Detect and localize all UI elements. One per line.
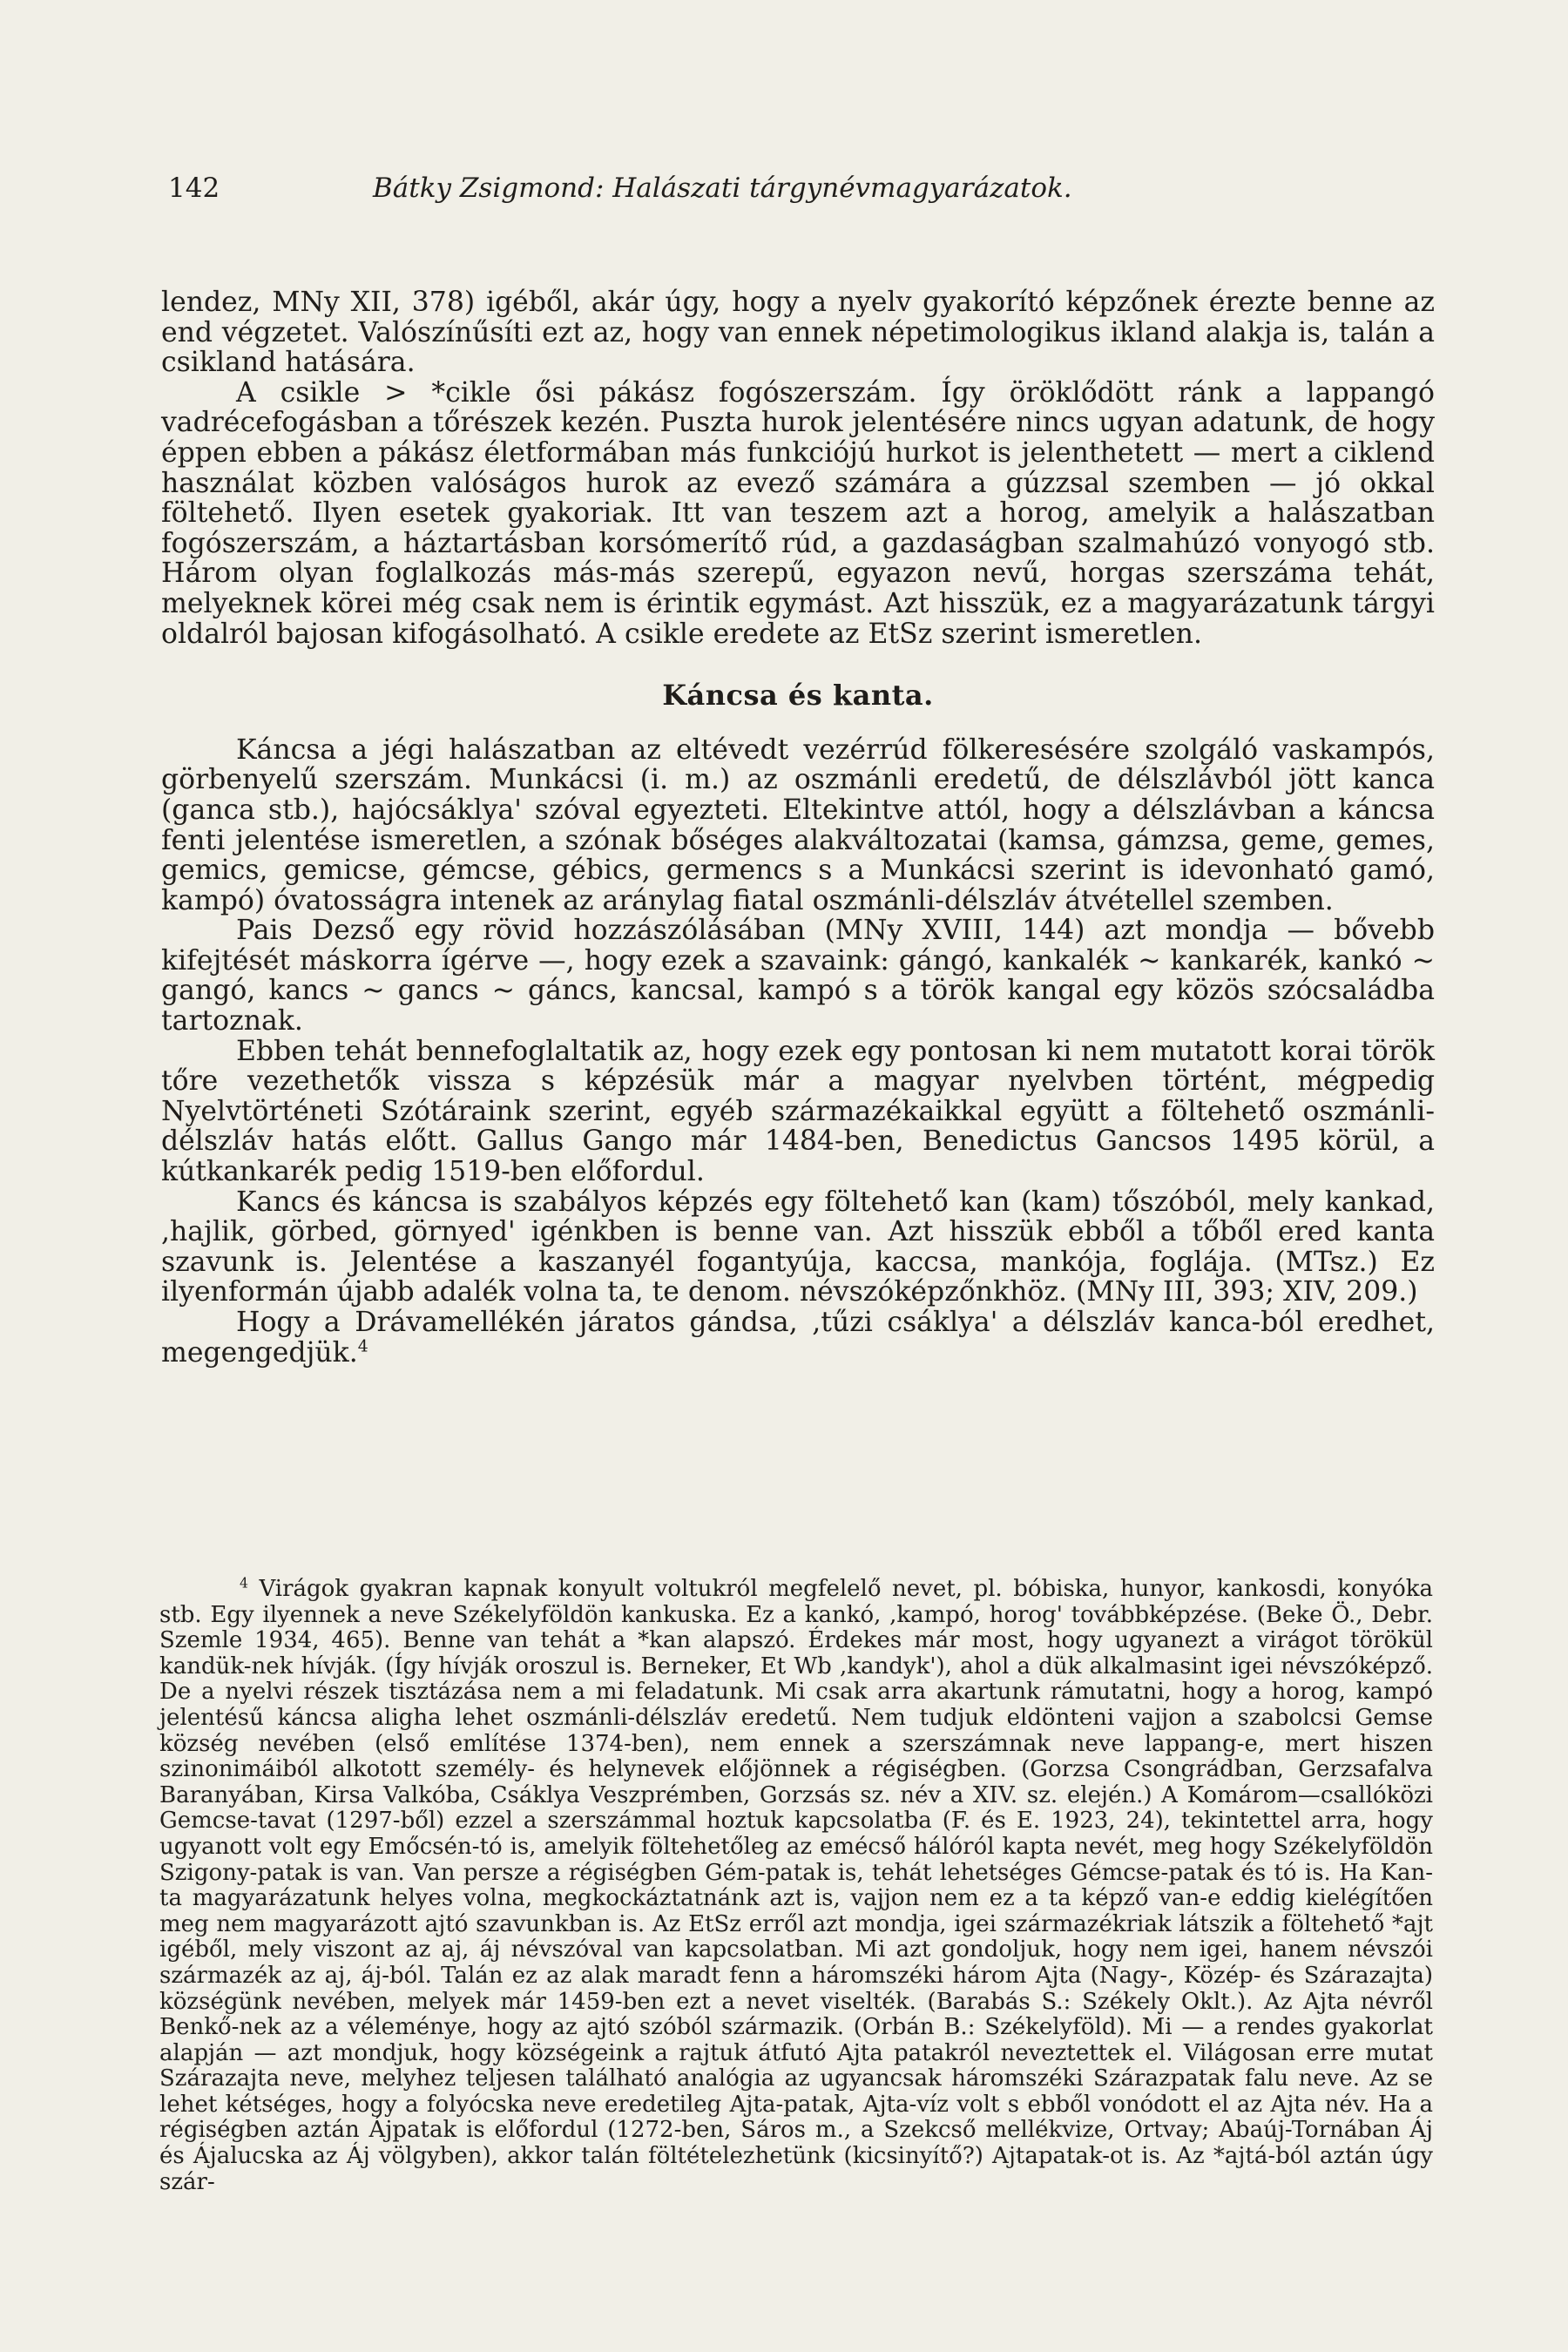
paragraph-dravamellek-text: Hogy a Drávamellékén járatos gándsa, ,tűzi csáklya' a délszláv kanca-ból eredhet, megengedjük. <box>161 1307 1435 1369</box>
running-header <box>168 171 1431 206</box>
footnote-reference: 4 <box>357 1336 368 1356</box>
running-title: Bátky Zsigmond: Halászati tárgynévmagyarázatok. <box>373 172 1072 204</box>
section-heading: Káncsa és kanta. <box>662 679 934 713</box>
paragraph-kancs: Kancs és káncsa is szabályos képzés egy föltehető kan (kam) tőszóból, mely kankad, ,hajlik, görbed, görnyed' igénkben is benne van. Azt hisszük ebből a tőből ered kanta szavunk is. Jelentése a kaszanyél fogantyúja, kaccsa, mankója, foglája. (MTsz.) Ez ilyenformán újabb adalék volna ta, te denom. névszóképzőnkhöz. (MNy III, 393; XIV, 209.) <box>161 1186 1435 1308</box>
footnote-text: Virágok gyakran kapnak konyult voltukról megfelelő nevet, pl. bóbiska, hunyor, kankosdi, konyóka stb. Egy ilyennek a neve Székelyföldön kankuska. Ez a kankó, ,kampó, horog' továbbképzése. (Beke Ö., Debr. Szemle 1934, 465). Benne van tehát a *kan alapszó. Érdekes már most, hogy ugyanezt a virágot törökül kandük-nek hívják. (Így hívják oroszul is. Berneker, Et Wb ,kandyk'), ahol a dük alkalmasint igei névszóképző. De a nyelvi részek tisztázása nem a mi feladatunk. Mi csak arra akartunk rámutatni, hogy a horog, kampó jelentésű káncsa aligha lehet oszmánli-délszláv eredetű. Nem tudjuk eldönteni vajjon a szabolcsi Gemse község nevében (első említése 1374-ben), nem ennek a szerszámnak neve lappang-e, mert hiszen szinonimáiból alkotott személy- és helynevek előjönnek a régiségben. (Gorzsa Csongrádban, Gerzsafalva Baranyában, Kirsa Valkóba, Csáklya Veszprémben, Gorzsás sz. név a XIV. sz. elején.) A Komárom—csallóközi Gemcse-tavat (1297-ből) ezzel a szerszámmal hoztuk kapcsolatba (F. és E. 1923, 24), tekintettel arra, hogy ugyanott volt egy Emőcsén-tó is, amelyik föltehetőleg az emécső hálóról kapta nevét, meg hogy Székelyföldön Szigony-patak is van. Van persze a régiségben Gém-patak is, tehát lehetséges Gémcse-patak és tó is. Ha Kan-ta magyarázatunk helyes volna, megkockáztatnánk azt is, vajjon nem ez a ta képző van-e eddig kielégítően meg nem magyarázott ajtó szavunkban is. Az EtSz erről azt mondja, igei származékriak látszik a föltehető *ajt igéből, mely viszont az aj, áj névszóval van kapcsolatban. Mi azt gondoljuk, hogy nem igei, hanem névszói származék az aj, áj-ból. Talán ez az alak maradt fenn a háromszéki három Ajta (Nagy-, Közép- és Szárazajta) községünk nevében, melyek már 1459-ben ezt a nevet viselték. (Barabás S.: Székely Oklt.). Az Ajta névről Benkő-nek az a véleménye, hogy az ajtó szóból származik. (Orbán B.: Székelyföld). Mi — a rendes gyakorlat alapján — azt mondjuk, hogy községeink a rajtuk átfutó Ajta patakról neveztettek el. Világosan erre mutat Szárazajta neve, melyhez teljesen található analógia az ugyancsak háromszéki Szárazpatak falu neve. Az se lehet kétséges, hogy a folyócska neve eredetileg Ajta-patak, Ajta-víz volt s ebből vonódott el az Ajta név. Ha a régiségben aztán Ájpatak is előfordul (1272-ben, Sáros m., a Szekcső mellékvizе, Ortvay; Abaúj-Tornában Áj és Ájalucska az Áj völgyben), akkor talán föltételezhetünk (kicsinyítő?) Ajtapatak-ot is. Az *ajtá-ból aztán úgy szár- <box>159 1576 1433 2195</box>
main-text <box>161 287 1435 1368</box>
page-number: 142 <box>168 172 220 204</box>
paragraph-dravamellek <box>161 1308 1435 1368</box>
footnote-area <box>159 1577 1433 2195</box>
footnote-mark: 4 <box>240 1575 248 1592</box>
paragraph-pais: Pais Dezső egy rövid hozzászólásában (MNy XVIII, 144) azt mondja — bővebb kifejtését máskorra ígérve —, hogy ezek a szavaink: gángó, kankalék ~ kankarék, kankó ~ gangó, kancs ~ gancs ~ gáncs, kancsal, kampó s a török kangal egy közös szócsaládba tartoznak. <box>161 915 1435 1037</box>
footnote <box>159 1577 1433 2195</box>
paragraph-ebben: Ebben tehát bennefoglaltatik az, hogy ezek egy pontosan ki nem mutatott korai török tőre vezethetők vissza s képzésük már a magyar nyelvben történt, mégpedig Nyelvtörténeti Szótáraink szerint, egyéb származékaikkal együtt a föltehető oszmánli-délszláv hatás előtt. Gallus Gango már 1484-ben, Benedictus Gancsos 1495 körül, a kútkankarék pedig 1519-ben előfordul. <box>161 1035 1435 1188</box>
paragraph-kancsa: Káncsa a jégi halászatban az eltévedt vezérrúd fölkeresésére szolgáló vaskampós, görbenyelű szerszám. Munkácsi (i. m.) az oszmánli eredetű, de délszlávból jött kanca (ganca stb.), hajócsáklya' szóval egyezteti. Eltekintve attól, hogy a délszlávban a káncsa fenti jelentése ismeretlen, a szónak bőséges alakváltozatai (kamsa, gámzsa, geme, gemes, gemics, gemicse, gémcse, gébics, germencs s a Munkácsi szerint is idevonható gamó, kampó) óvatosságra intenek az aránylag fiatal oszmánli-délszláv átvétellel szemben. <box>161 733 1435 916</box>
paragraph-continuation: lendez, MNy XII, 378) igéből, akár úgy, hogy a nyelv gyakorító képzőnek érezte benne az end végzetet. Valószínűsíti ezt az, hogy van ennek népetimologikus ikland alakja is, talán a csikland hatására. <box>161 287 1435 379</box>
paragraph-csikle: A csikle > *cikle ősi pákász fogószerszám. Így öröklődött ránk a lappangó vadrécefogásban a tőrészek kezén. Puszta hurok jelentésére nincs ugyan adatunk, de hogy éppen ebben a pákász életformában más funkciójú hurkot is jelenthetett — mert a ciklend használat közben valóságos hurok az evező számára a gúzzsal szemben — jó okkal föltehető. Ilyen esetek gyakoriak. Itt van teszem azt a horog, amelyik a halászatban fogószerszám, a háztartásban korsómerítő rúd, a gazdaságban szalmahúzó vonyogó stb. Három olyan foglalkozás más-más szerepű, egyazon nevű, horgas szerszáma tehát, melyeknek körei még csak nem is érintik egymást. Azt hisszük, ez a magyarázatunk tárgyi oldalról bajosan kifogásolható. A csikle eredete az EtSz szerint ismeretlen. <box>161 376 1435 650</box>
